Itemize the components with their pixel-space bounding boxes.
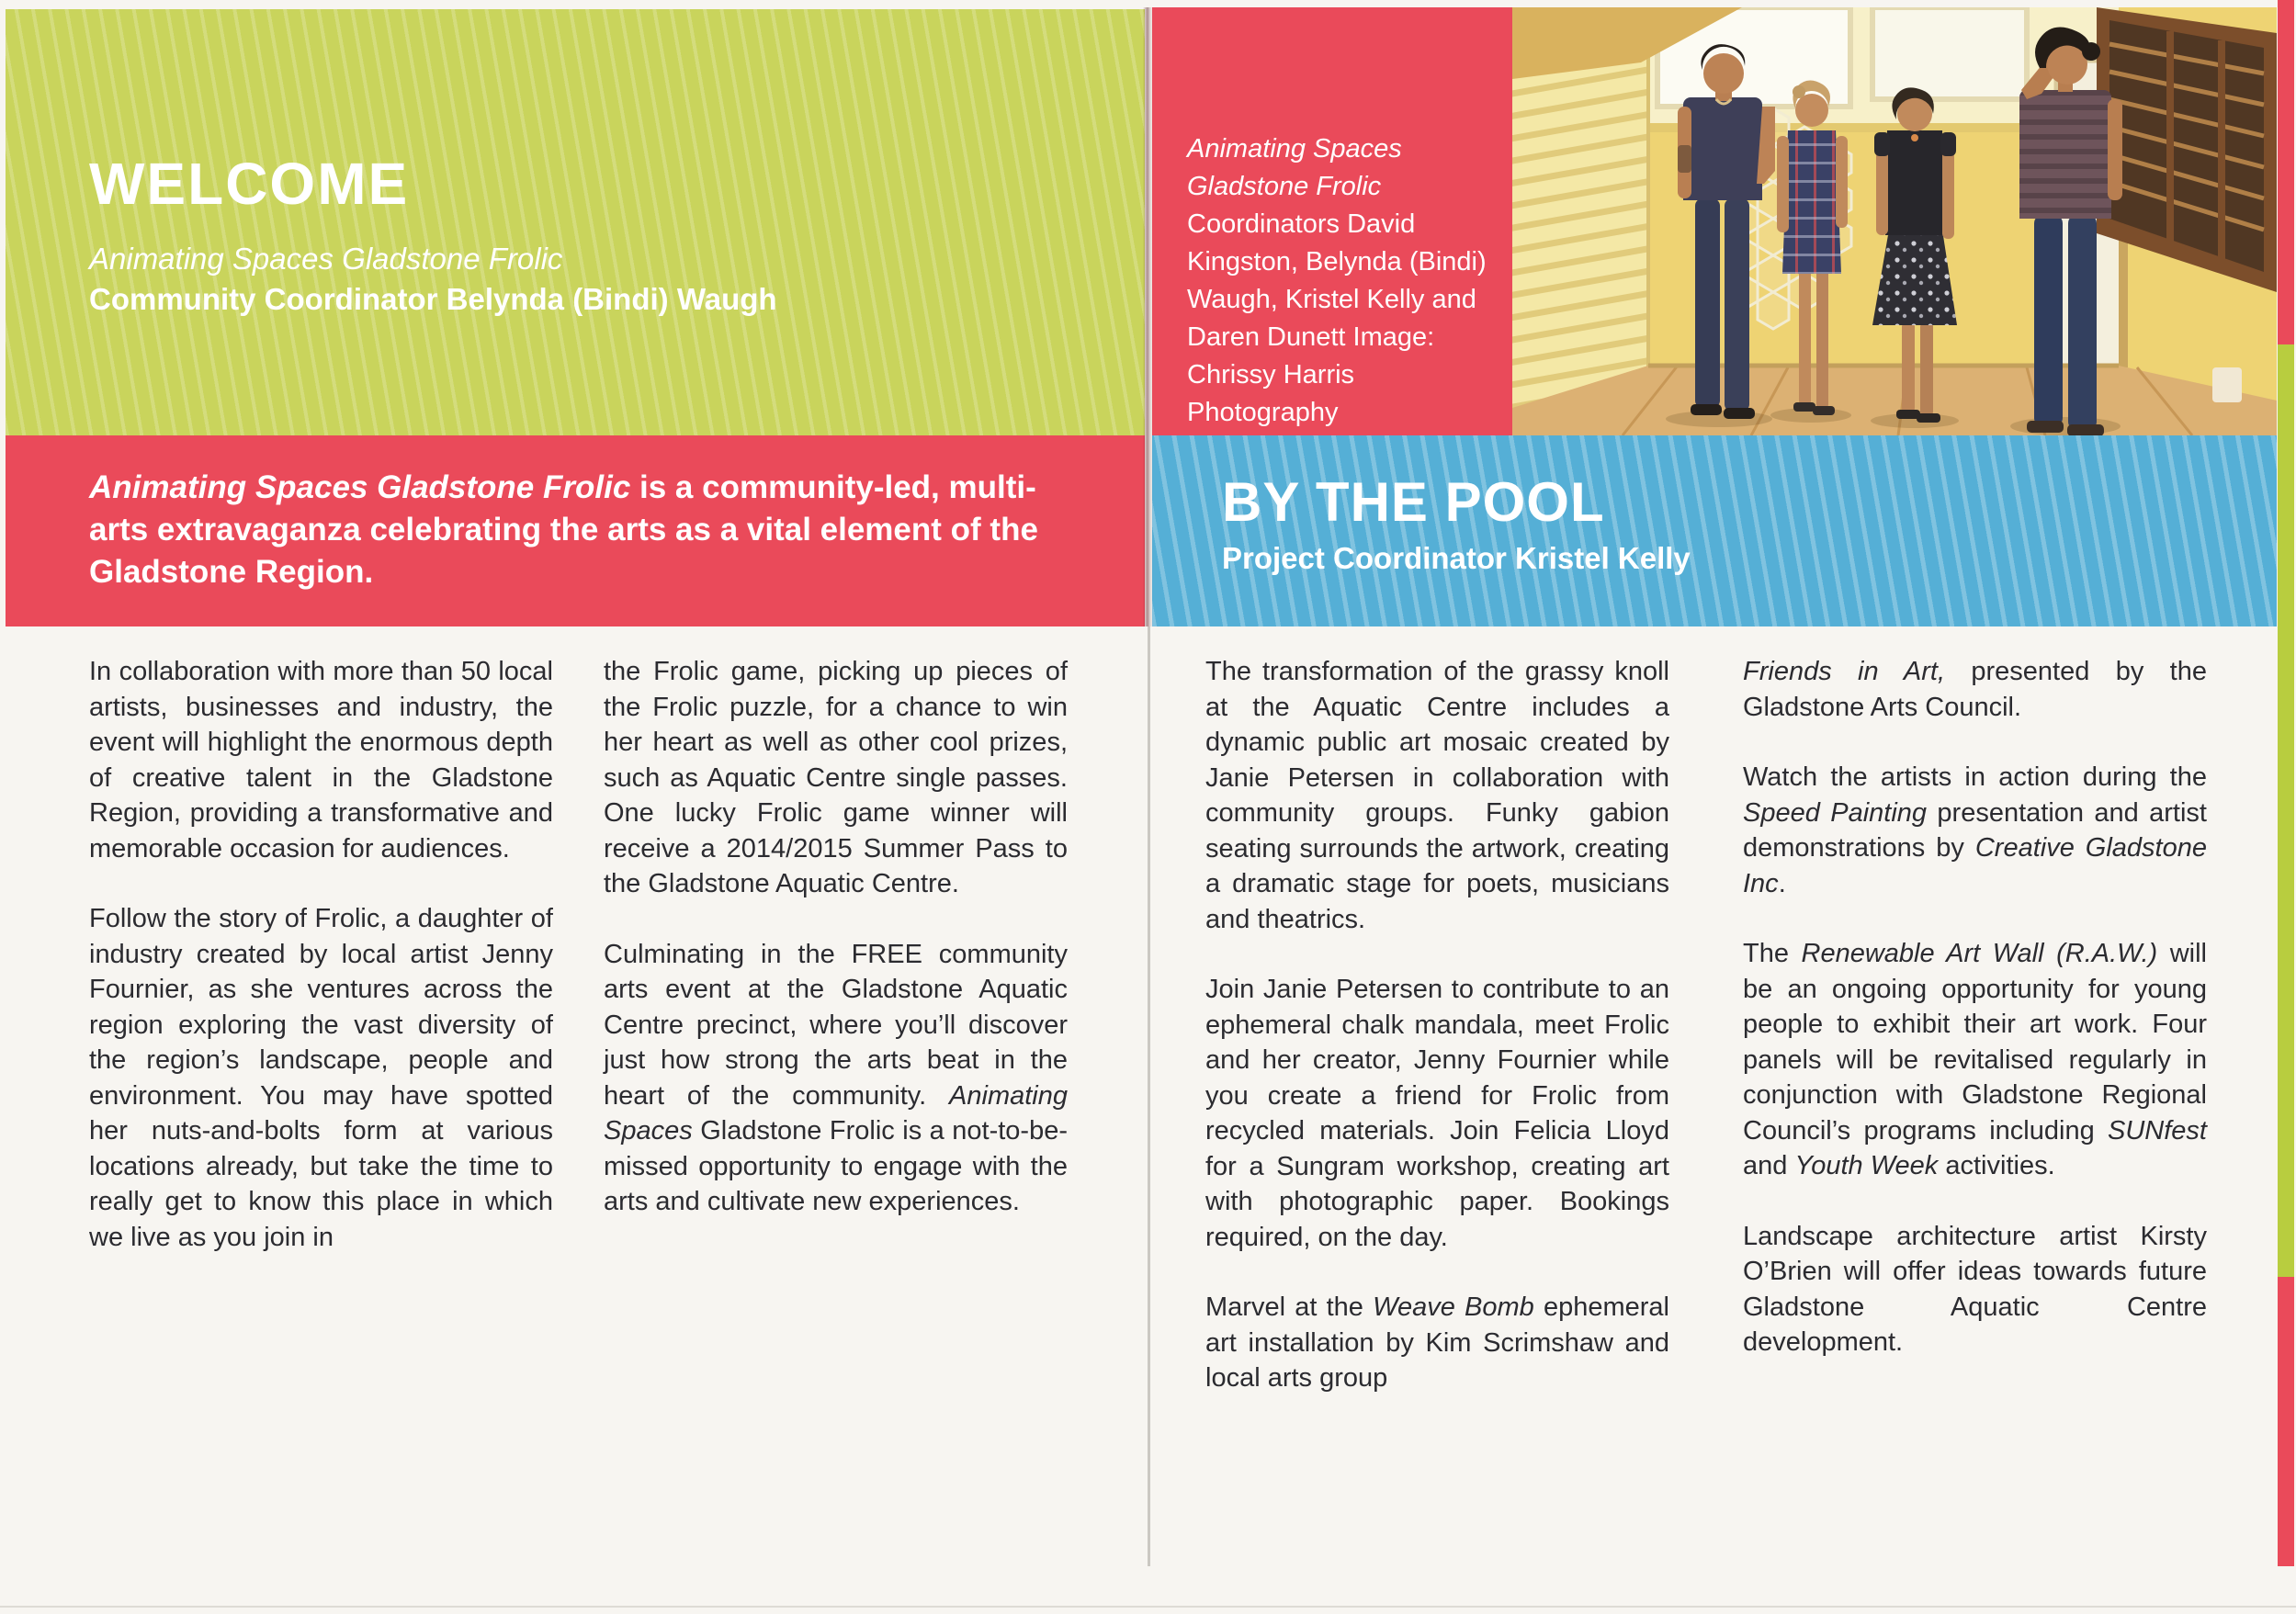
italic-text-run: Creative Gladstone Inc (1743, 833, 2207, 898)
text-run: Gladstone Frolic is a not-to-be-missed opportunity to engage with the arts and cultivate new experiences. (604, 1116, 1068, 1216)
text-run: activities. (1938, 1151, 2055, 1180)
paragraph (89, 901, 553, 1255)
body-column-1 (89, 654, 553, 1290)
body-column-4 (1743, 654, 2207, 1395)
paragraph (1205, 654, 1669, 937)
text-run: Watch the artists in action during the (1743, 762, 2207, 792)
italic-text-run: Youth Week (1794, 1151, 1939, 1180)
italic-text-run: Animating Spaces Gladstone Frolic (1187, 134, 1402, 201)
coordinators-photo (1512, 7, 2277, 435)
paragraph (604, 937, 1068, 1220)
text-run: presentation and artist demonstrations by (1743, 797, 2207, 863)
pool-banner (1152, 435, 2277, 626)
text-run: . (1778, 868, 1786, 898)
paragraph (89, 654, 553, 866)
text-run: The (1743, 939, 1802, 968)
italic-text-run: SUNfest (2108, 1115, 2207, 1146)
italic-text-run: Animating Spaces (604, 1080, 1068, 1146)
pool-subtitle: Project Coordinator Kristel Kelly (1222, 541, 1691, 575)
text-run: and (1743, 1151, 1795, 1180)
paragraph (1743, 760, 2207, 901)
pool-title: BY THE POOL (1222, 471, 1605, 533)
edge-strip-segment (2278, 344, 2294, 1277)
italic-text-run: Animating Spaces Gladstone Frolic (89, 469, 631, 505)
edge-strip-segment (2278, 0, 2294, 344)
welcome-subtitle-coordinator: Community Coordinator Belynda (Bindi) Waugh (89, 282, 777, 316)
italic-text-run: Friends in Art, (1743, 657, 1946, 686)
fold-line-lower (1148, 626, 1150, 1566)
paragraph (1205, 1290, 1669, 1396)
coordinators-photo-illustration (1512, 7, 2277, 435)
text-run: the Frolic game, picking up pieces of the Frolic puzzle, for a chance to win her heart as well as other cool prizes, such as Aquatic Centre single passes. One lucky Frolic game winner will receive a 2014/2015 Summer Pass to the Gladstone Aquatic Centre. (604, 657, 1068, 898)
italic-text-run: Renewable Art Wall (R.A.W.) (1801, 939, 2158, 968)
paragraph (1743, 654, 2207, 725)
text-run: is a community-led, multi-arts extravaganza celebrating the arts as a vital element of the Gladstone Region. (89, 469, 1038, 590)
text-run: Join Janie Petersen to contribute to an ephemeral chalk mandala, meet Frolic and her creator, Jenny Fournier while you create a friend for Frolic from recycled materials. Join Felicia Lloyd for a Sungram workshop, creating art with photographic paper. Bookings required, on the day. (1205, 975, 1669, 1252)
body-column-2 (604, 654, 1068, 1255)
paragraph (604, 654, 1068, 902)
text-run: Culminating in the FREE community arts event at the Gladstone Aquatic Centre precinct, where you’ll discover just how strong the arts beat in the heart of the community. (604, 939, 1068, 1111)
text-run: The transformation of the grassy knoll at the Aquatic Centre includes a dynamic public art mosaic created by Janie Petersen in collaboration with community groups. Funky gabion seating surrounds the artwork, creating a dramatic stage for poets, musicians and theatrics. (1205, 657, 1669, 934)
fold-line (1143, 7, 1153, 626)
text-run: In collaboration with more than 50 local artists, businesses and industry, the event will highlight the enormous depth of creative talent in the Gladstone Region, providing a transformative and memorable occasion for audiences. (89, 657, 553, 863)
intro-banner (6, 435, 1145, 626)
page-edge-strip (2278, 0, 2294, 1566)
paragraph (1743, 936, 2207, 1184)
photo-caption (1187, 130, 1496, 432)
welcome-title: WELCOME (89, 151, 410, 217)
text-run: will be an ongoing opportunity for young people to exhibit their art work. Four panels will be revitalised regularly in conjunction with Gladstone Regional Council’s programs including (1743, 939, 2208, 1146)
italic-text-run: Speed Painting (1743, 797, 1928, 828)
text-run: Follow the story of Frolic, a daughter of industry created by local artist Jenny Fournier, as she ventures across the region exploring the vast diversity of the region’s landscape, people and environment. You may have spotted her nuts-and-bolts form at various locations already, but take the time to really get to know this place in which we live as you join in (89, 904, 553, 1252)
body-column-3 (1205, 654, 1669, 1431)
text-run: Coordinators David Kingston, Belynda (Bindi) Waugh, Kristel Kelly and Daren Dunett Image: Chrissy Harris Photography (1187, 209, 1487, 427)
text-run: ephemeral art installation by Kim Scrimshaw and local arts group (1205, 1292, 1670, 1393)
text-run: Marvel at the (1205, 1292, 1374, 1322)
welcome-subtitle-event: Animating Spaces Gladstone Frolic (89, 242, 563, 276)
paragraph (1205, 972, 1669, 1255)
paragraph (1743, 1219, 2207, 1360)
intro-banner-text (89, 467, 1086, 593)
scan-bottom-edge (0, 1606, 2296, 1608)
edge-strip-segment (2278, 1277, 2294, 1566)
photo-caption-panel (1152, 7, 1512, 435)
text-run: Landscape architecture artist Kirsty O’Brien will offer ideas towards future Gladstone Aquatic Centre development. (1743, 1221, 2207, 1357)
italic-text-run: Weave Bomb (1373, 1292, 1534, 1322)
welcome-panel (6, 9, 1145, 435)
text-run: presented by the Gladstone Arts Council. (1743, 657, 2207, 722)
